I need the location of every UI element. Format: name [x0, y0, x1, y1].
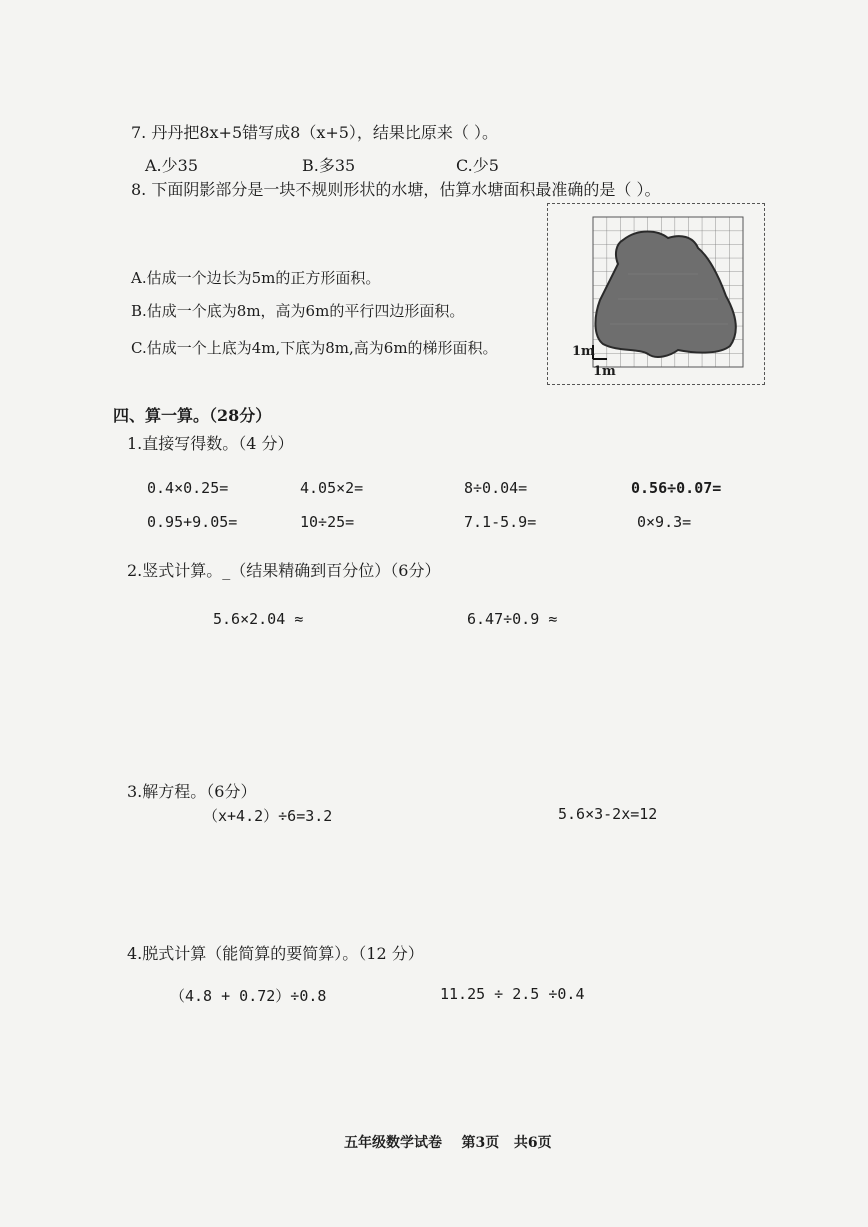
stepwise-calc-1: （4.8 + 0.72）÷0.8: [170, 987, 327, 1005]
q7-option-a: A.少35: [145, 156, 199, 175]
q7-stem: 7. 丹丹把8x+5错写成8（x+5），结果比原来（ ）。: [131, 123, 499, 142]
oral-calc-2: 4.05×2=: [300, 479, 364, 497]
pond-figure: [547, 203, 765, 385]
oral-calc-3: 8÷0.04=: [464, 479, 528, 497]
vertical-calc-2: 6.47÷0.9 ≈: [467, 610, 558, 628]
part-4-title: 4.脱式计算（能简算的要简算）。（12 分）: [127, 944, 424, 963]
stepwise-calc-2: 11.25 ÷ 2.5 ÷0.4: [440, 985, 585, 1003]
section-4-title: 四、算一算。（28分）: [113, 406, 272, 425]
q8-option-b: B.估成一个底为8m，高为6m的平行四边形面积。: [131, 302, 465, 320]
q8-option-c: C.估成一个上底为4m,下底为8m,高为6m的梯形面积。: [131, 339, 498, 357]
oral-calc-5: 0.95+9.05=: [147, 513, 238, 531]
unit-label-vertical: 1m: [572, 344, 595, 359]
q8-stem: 8. 下面阴影部分是一块不规则形状的水塘，估算水塘面积最准确的是（ ）。: [131, 180, 661, 199]
equation-1: （x+4.2）÷6=3.2: [203, 807, 333, 825]
oral-calc-8: 0×9.3=: [637, 513, 692, 531]
unit-label-horizontal: 1m: [593, 364, 616, 379]
part-1-title: 1.直接写得数。（4 分）: [127, 434, 294, 453]
q7-option-b: B.多35: [302, 156, 356, 175]
q7-option-c: C.少5: [456, 156, 499, 175]
page-footer: 五年级数学试卷 第3页 共6页: [344, 1135, 552, 1151]
oral-calc-6: 10÷25=: [300, 513, 355, 531]
q8-option-a: A.估成一个边长为5m的正方形面积。: [131, 269, 381, 287]
oral-calc-1: 0.4×0.25=: [147, 479, 229, 497]
vertical-calc-1: 5.6×2.04 ≈: [213, 610, 304, 628]
oral-calc-7: 7.1-5.9=: [464, 513, 537, 531]
part-3-title: 3.解方程。（6分）: [127, 782, 257, 801]
part-2-title: 2.竖式计算。_（结果精确到百分位）（6分）: [127, 561, 441, 580]
equation-2: 5.6×3-2x=12: [558, 805, 658, 823]
oral-calc-4: 0.56÷0.07=: [631, 479, 722, 497]
